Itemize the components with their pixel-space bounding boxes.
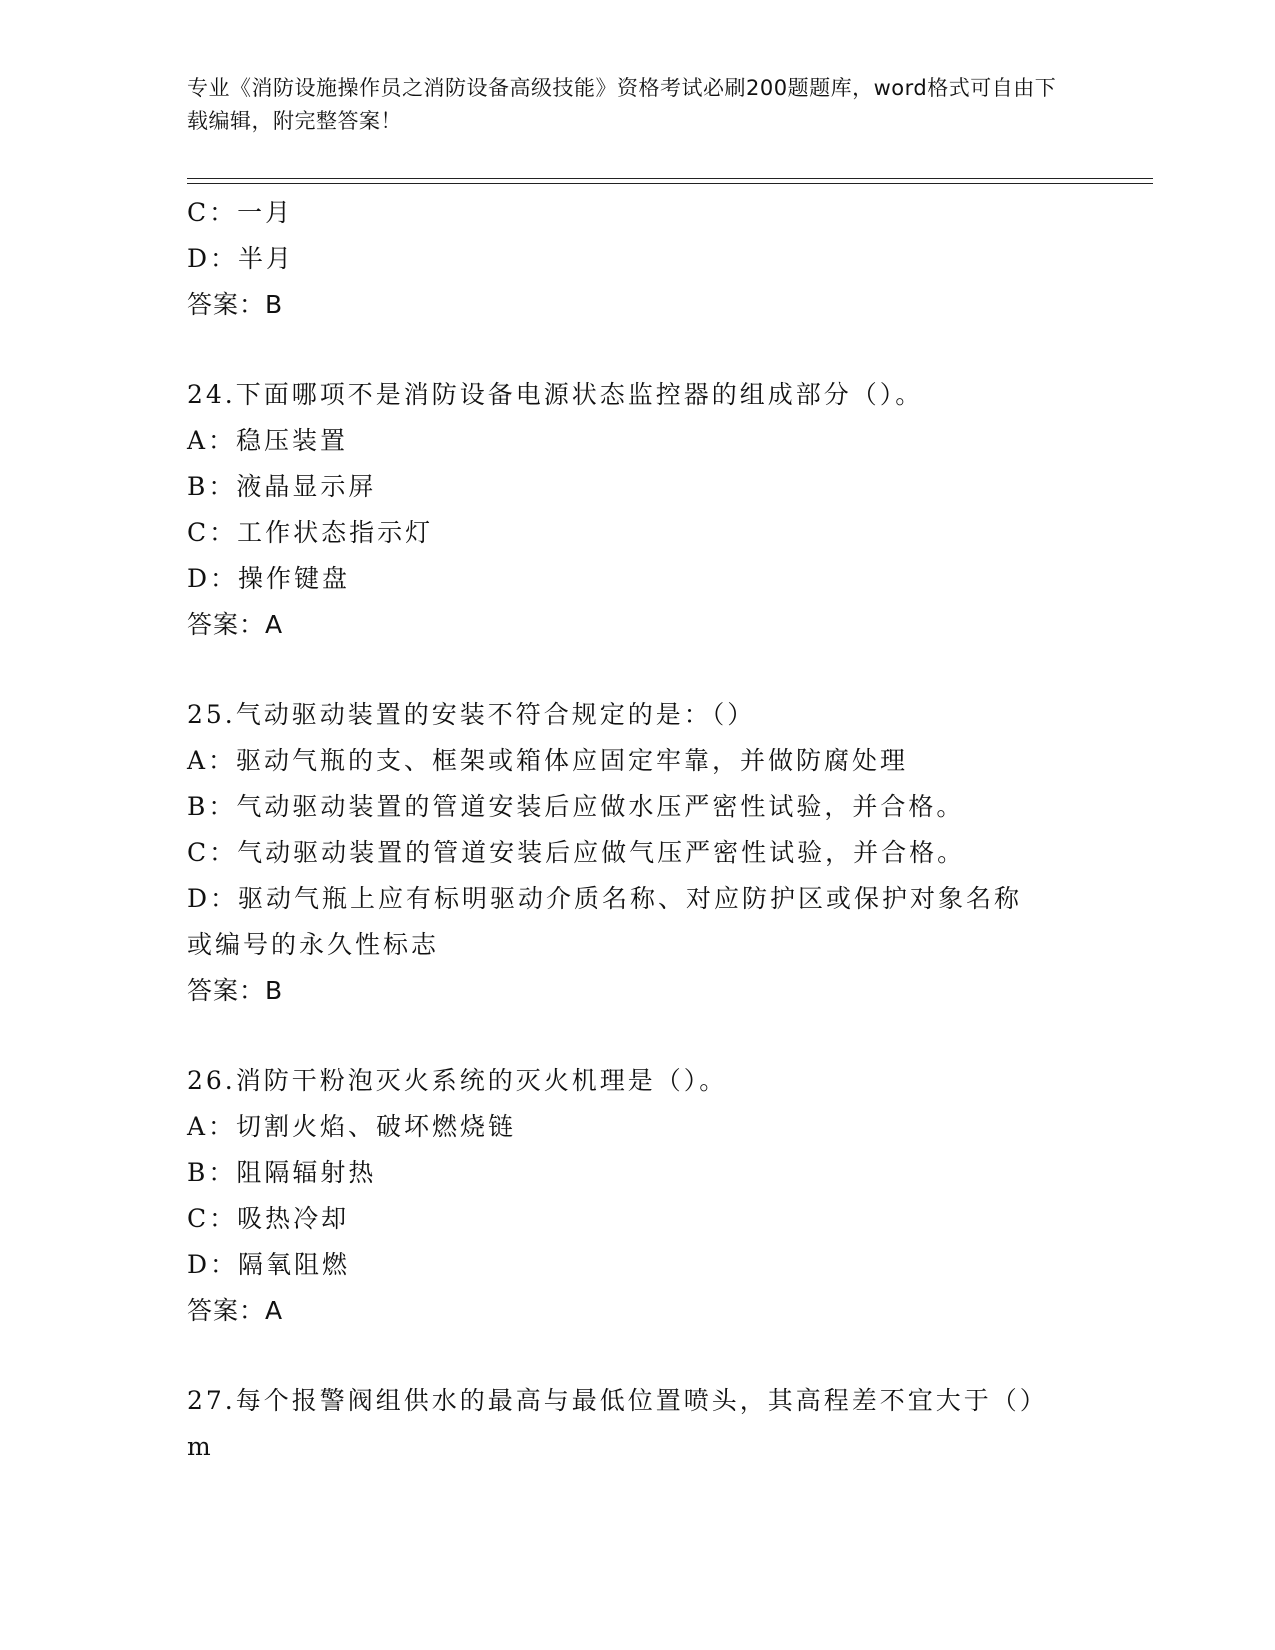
- option-b: B：气动驱动装置的管道安装后应做水压严密性试验，并合格。: [187, 792, 965, 821]
- spacer: [187, 648, 1087, 692]
- answer: 答案：A: [187, 1296, 284, 1325]
- answer: 答案：A: [187, 610, 284, 639]
- option-b: B：阻隔辐射热: [187, 1158, 377, 1187]
- option-c: C：工作状态指示灯: [187, 518, 434, 547]
- spacer: [187, 328, 1087, 372]
- question-stem: 26.消防干粉泡灭火系统的灭火机理是（）。: [187, 1066, 728, 1095]
- option-a: A：切割火焰、破坏燃烧链: [187, 1112, 517, 1141]
- option-c: C：气动驱动装置的管道安装后应做气压严密性试验，并合格。: [187, 838, 966, 867]
- option-d: D：驱动气瓶上应有标明驱动介质名称、对应防护区或保护对象名称或编号的永久性标志: [187, 884, 1023, 959]
- spacer: [187, 1014, 1087, 1058]
- header-rule-top: [187, 178, 1153, 179]
- spacer: [187, 1334, 1087, 1378]
- option-a: A：驱动气瓶的支、框架或箱体应固定牢靠，并做防腐处理: [187, 746, 909, 775]
- option-a: A：稳压装置: [187, 426, 349, 455]
- option-b: B：液晶显示屏: [187, 472, 377, 501]
- document-header: 专业《消防设施操作员之消防设备高级技能》资格考试必刷200题题库，word格式可自由下载编辑，附完整答案！: [187, 76, 1057, 133]
- option-d: D：半月: [187, 244, 295, 273]
- option-c: C：一月: [187, 198, 294, 227]
- answer: 答案：B: [187, 290, 284, 319]
- question-stem: 24.下面哪项不是消防设备电源状态监控器的组成部分（）。: [187, 380, 924, 409]
- header-rule-bottom: [187, 183, 1153, 184]
- question-stem: 25.气动驱动装置的安装不符合规定的是：（）: [187, 700, 756, 729]
- document-body: [187, 190, 1087, 1470]
- option-c: C：吸热冷却: [187, 1204, 350, 1233]
- answer: 答案：B: [187, 976, 284, 1005]
- question-stem: 27.每个报警阀组供水的最高与最低位置喷头，其高程差不宜大于（）m: [187, 1386, 1036, 1461]
- option-d: D：隔氧阻燃: [187, 1250, 351, 1279]
- option-d: D：操作键盘: [187, 564, 351, 593]
